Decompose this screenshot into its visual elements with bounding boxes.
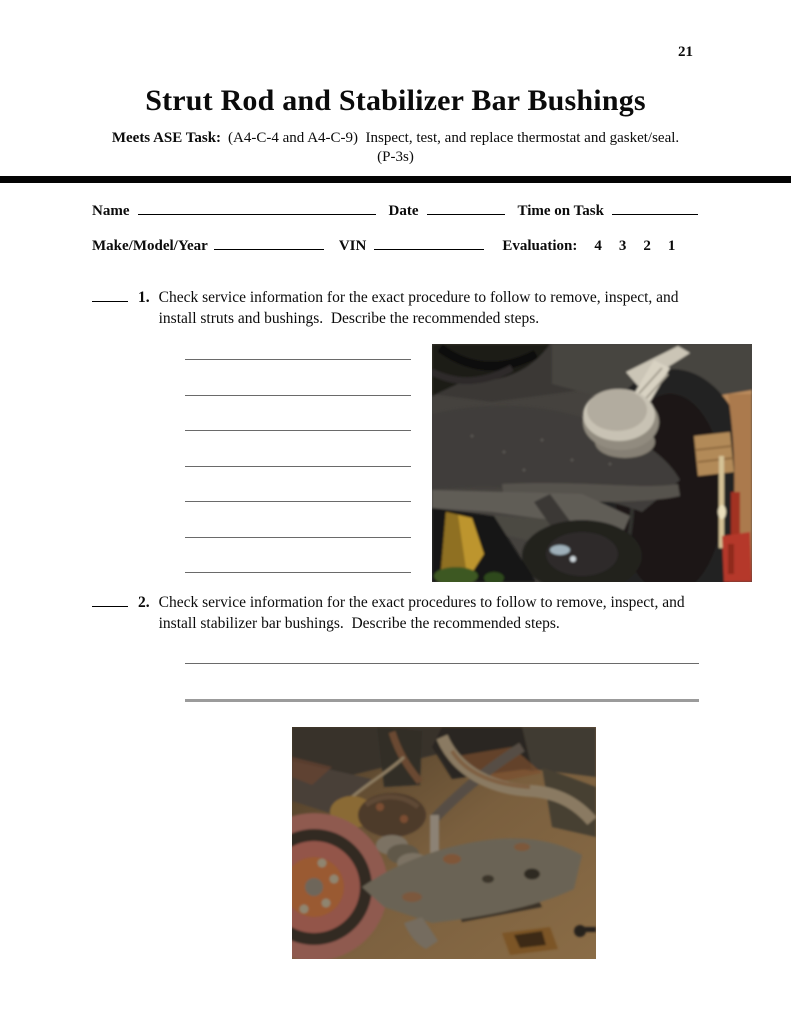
task-1-text-line-1: Check service information for the exact procedure to follow to remove, inspect, and — [158, 289, 679, 306]
task-2-text-line-1: Check service information for the exact procedures to follow to remove, inspect, and — [158, 594, 685, 611]
answer-line[interactable] — [185, 430, 411, 431]
stabilizer-bar-bushing-photo — [292, 727, 596, 959]
ase-task-text: (A4-C-4 and A4-C-9) Inspect, test, and replace thermostat and gasket/seal. — [228, 130, 680, 146]
task-2-check-blank[interactable] — [92, 594, 128, 607]
task-2-number: 2. — [138, 594, 150, 611]
task-2-text-line-2: install stabilizer bar bushings. Describe the recommended steps. — [158, 615, 560, 632]
task-1-text — [159, 287, 679, 329]
evaluation-option-2[interactable]: 2 — [643, 238, 651, 254]
date-label: Date — [388, 203, 419, 219]
time-on-task-label: Time on Task — [517, 203, 604, 219]
vin-label: VIN — [338, 238, 367, 254]
task-item-2 — [92, 592, 685, 634]
name-label: Name — [92, 203, 130, 219]
answer-line[interactable] — [185, 466, 411, 467]
answer-line[interactable] — [185, 537, 411, 538]
task-2-text — [159, 592, 685, 634]
evaluation-label: Evaluation: — [502, 238, 578, 254]
task-1-check-blank[interactable] — [92, 289, 128, 302]
vehicle-info-row-2 — [92, 236, 698, 255]
answer-line[interactable] — [185, 395, 411, 396]
ase-priority: (P-3s) — [377, 149, 414, 165]
ase-task-line — [0, 130, 791, 147]
task-1-number: 1. — [138, 289, 150, 306]
task-1-text-line-2: install struts and bushings. Describe the recommended steps. — [158, 310, 540, 327]
answer-line[interactable] — [185, 699, 699, 702]
task-item-1 — [92, 287, 679, 329]
page-number: 21 — [678, 44, 693, 60]
answer-line[interactable] — [185, 359, 411, 360]
name-field[interactable] — [138, 201, 376, 215]
vin-field[interactable] — [374, 236, 484, 250]
strut-rod-bushing-photo — [432, 344, 752, 582]
vehicle-info-row-1 — [92, 201, 698, 220]
evaluation-option-1[interactable]: 1 — [667, 238, 676, 254]
answer-line[interactable] — [185, 663, 699, 664]
ase-task-label: Meets ASE Task: — [111, 130, 222, 146]
evaluation-option-4[interactable]: 4 — [594, 238, 602, 254]
make-model-year-field[interactable] — [214, 236, 324, 250]
answer-line[interactable] — [185, 572, 411, 573]
time-on-task-field[interactable] — [612, 201, 698, 215]
answer-line[interactable] — [185, 501, 411, 502]
evaluation-option-3[interactable]: 3 — [618, 238, 627, 254]
header-divider — [0, 176, 791, 183]
make-model-year-label: Make/Model/Year — [92, 238, 208, 254]
date-field[interactable] — [427, 201, 505, 215]
page-title: Strut Rod and Stabilizer Bar Bushings — [145, 84, 646, 117]
